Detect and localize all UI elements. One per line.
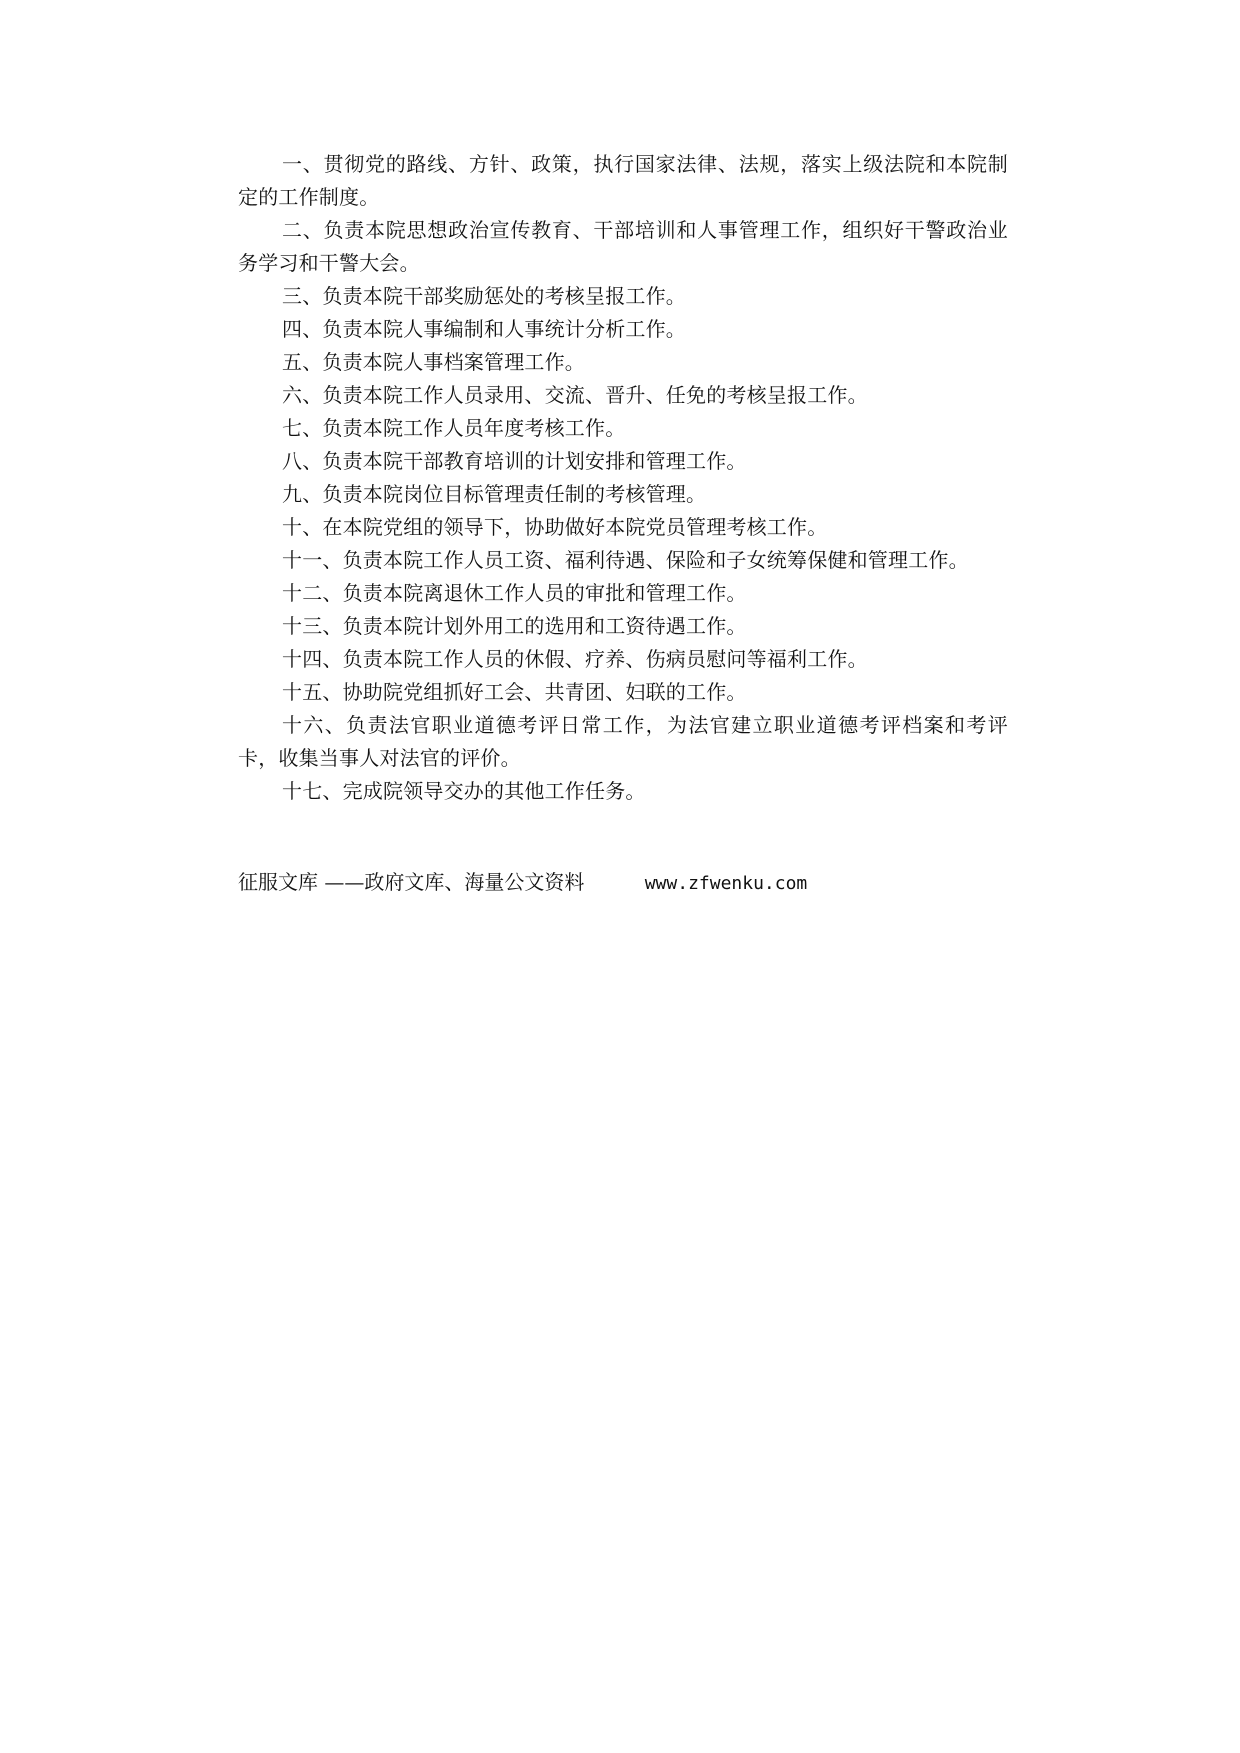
paragraph: 十四、负责本院工作人员的休假、疗养、伤病员慰问等福利工作。 [282,647,868,671]
paragraph: 十七、完成院领导交办的其他工作任务。 [282,779,646,803]
footer-text: 征服文库 ——政府文库、海量公文资料 [238,870,585,894]
paragraph: 六、负责本院工作人员录用、交流、晋升、任免的考核呈报工作。 [282,383,868,407]
footer-site-url: www.zfwenku.com [644,873,808,894]
paragraph: 十五、协助院党组抓好工会、共青团、妇联的工作。 [282,680,747,704]
paragraph: 十三、负责本院计划外用工的选用和工资待遇工作。 [282,614,747,638]
paragraph: 二、负责本院思想政治宣传教育、干部培训和人事管理工作，组织好干警政治业务学习和干警大会。 [238,218,1008,275]
paragraph: 十、在本院党组的领导下，协助做好本院党员管理考核工作。 [282,515,828,539]
paragraph: 八、负责本院干部教育培训的计划安排和管理工作。 [282,449,747,473]
paragraph: 七、负责本院工作人员年度考核工作。 [282,416,626,440]
paragraph: 四、负责本院人事编制和人事统计分析工作。 [282,317,686,341]
paragraph: 十一、负责本院工作人员工资、福利待遇、保险和子女统筹保健和管理工作。 [282,548,969,572]
paragraph: 三、负责本院干部奖励惩处的考核呈报工作。 [282,284,686,308]
paragraph: 五、负责本院人事档案管理工作。 [282,350,585,374]
document-body [238,148,1008,808]
paragraph: 十六、负责法官职业道德考评日常工作，为法官建立职业道德考评档案和考评卡，收集当事人对法官的评价。 [238,713,1008,770]
paragraph: 九、负责本院岗位目标管理责任制的考核管理。 [282,482,707,506]
paragraph: 十二、负责本院离退休工作人员的审批和管理工作。 [282,581,747,605]
paragraph: 一、贯彻党的路线、方针、政策，执行国家法律、法规，落实上级法院和本院制定的工作制度。 [238,152,1008,209]
footer [238,866,1008,900]
